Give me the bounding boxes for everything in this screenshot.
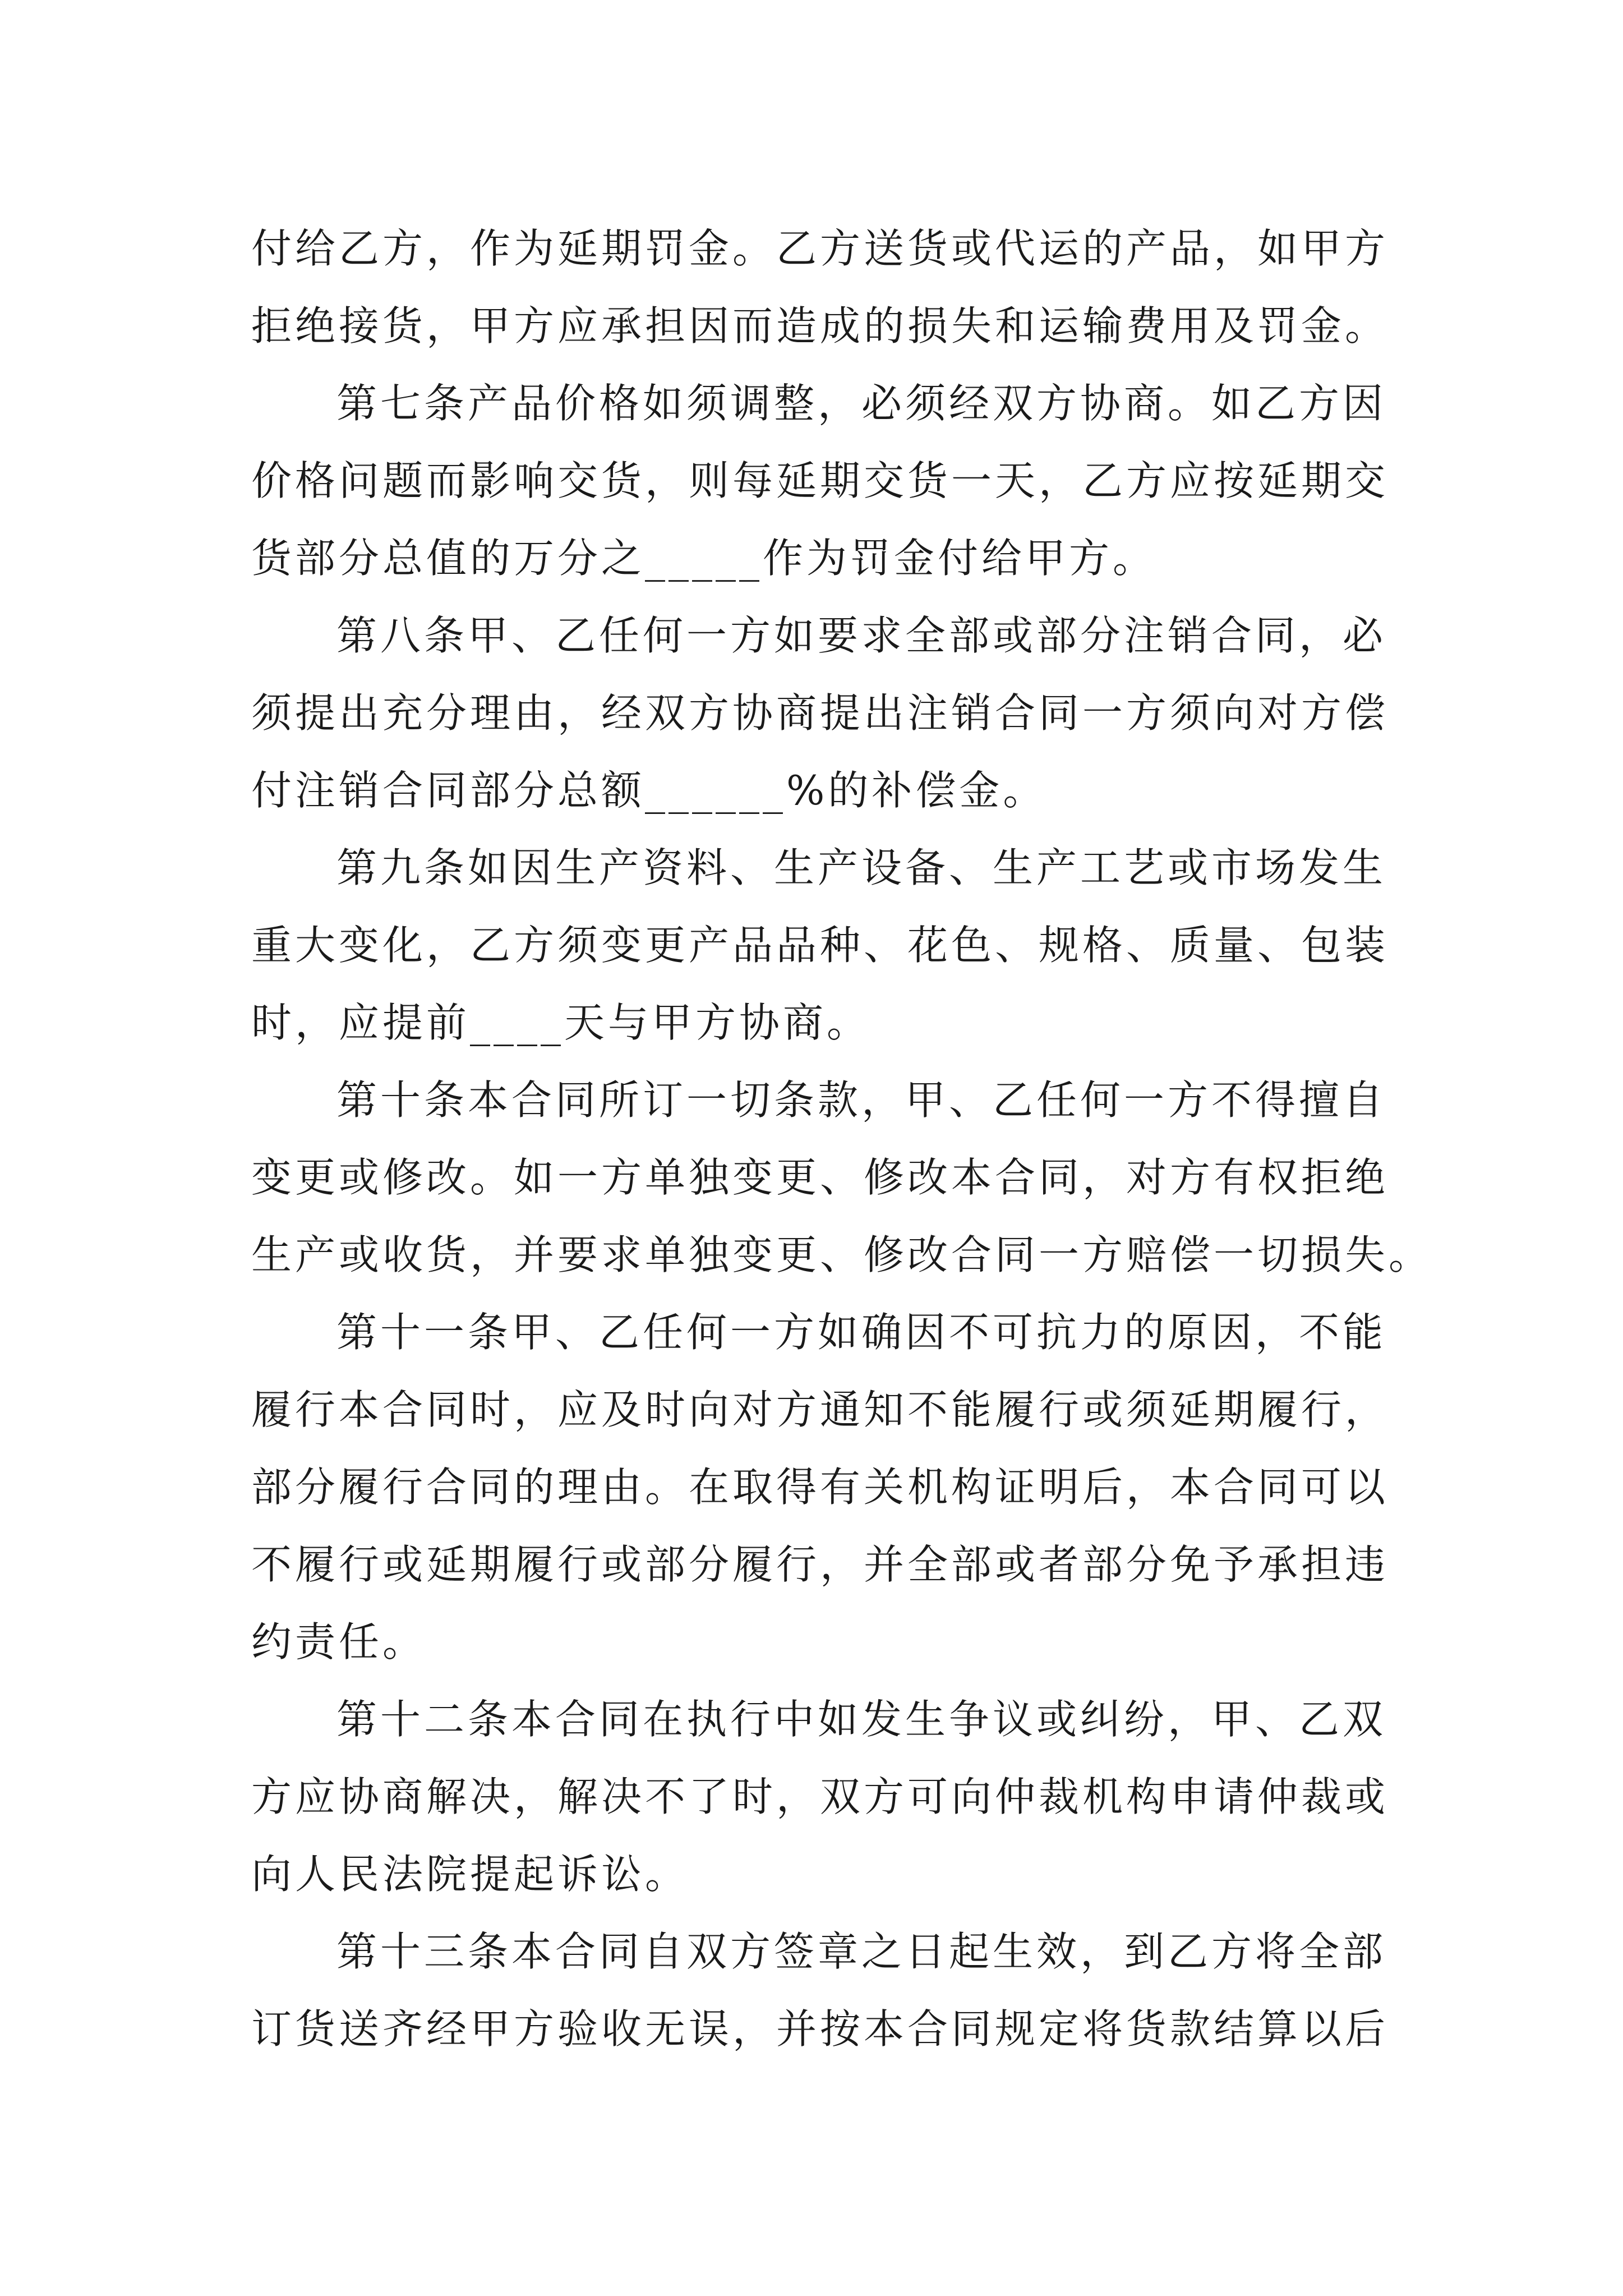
text-line: 履行本合同时，应及时向对方通知不能履行或须延期履行，: [251, 1386, 1389, 1433]
text-line: 约责任。: [251, 1618, 427, 1665]
text-line: 货部分总值的万分之_____作为罚金付给甲方。: [251, 535, 1157, 582]
text-line: 生产或收货，并要求单独变更、修改合同一方赔偿一切损失。: [251, 1231, 1433, 1278]
text-line: 价格问题而影响交货，则每延期交货一天，乙方应按延期交: [251, 457, 1389, 504]
text-line: 部分履行合同的理由。在取得有关机构证明后，本合同可以: [251, 1464, 1389, 1511]
clause-8-start: 第八条甲、乙任何一方如要求全部或部分注销合同，必: [336, 612, 1387, 659]
text-line: 向人民法院提起诉讼。: [251, 1851, 689, 1898]
text-line: 订货送齐经甲方验收无误，并按本合同规定将货款结算以后: [251, 2005, 1389, 2053]
clause-12-start: 第十二条本合同在执行中如发生争议或纠纷，甲、乙双: [336, 1696, 1387, 1743]
text-line: 须提出充分理由，经双方协商提出注销合同一方须向对方偿: [251, 689, 1389, 737]
text-line: 变更或修改。如一方单独变更、修改本合同，对方有权拒绝: [251, 1154, 1389, 1201]
clause-11-start: 第十一条甲、乙任何一方如确因不可抗力的原因，不能: [336, 1309, 1387, 1356]
clause-10-start: 第十条本合同所订一切条款，甲、乙任何一方不得擅自: [336, 1076, 1387, 1124]
text-line: 付给乙方，作为延期罚金。乙方送货或代运的产品，如甲方: [251, 225, 1389, 272]
text-line: 时，应提前____天与甲方协商。: [251, 999, 871, 1046]
text-line: 付注销合同部分总额______%的补偿金。: [251, 767, 1047, 814]
text-line: 方应协商解决，解决不了时，双方可向仲裁机构申请仲裁或: [251, 1773, 1389, 1820]
clause-9-start: 第九条如因生产资料、生产设备、生产工艺或市场发生: [336, 844, 1387, 891]
text-line: 拒绝接货，甲方应承担因而造成的损失和运输费用及罚金。: [251, 302, 1389, 349]
text-line: 重大变化，乙方须变更产品品种、花色、规格、质量、包装: [251, 922, 1389, 969]
document-page: [251, 210, 1433, 2068]
clause-7-start: 第七条产品价格如须调整，必须经双方协商。如乙方因: [336, 380, 1387, 427]
clause-13-start: 第十三条本合同自双方签章之日起生效，到乙方将全部: [336, 1928, 1387, 1975]
text-line: 不履行或延期履行或部分履行，并全部或者部分免予承担违: [251, 1541, 1389, 1588]
